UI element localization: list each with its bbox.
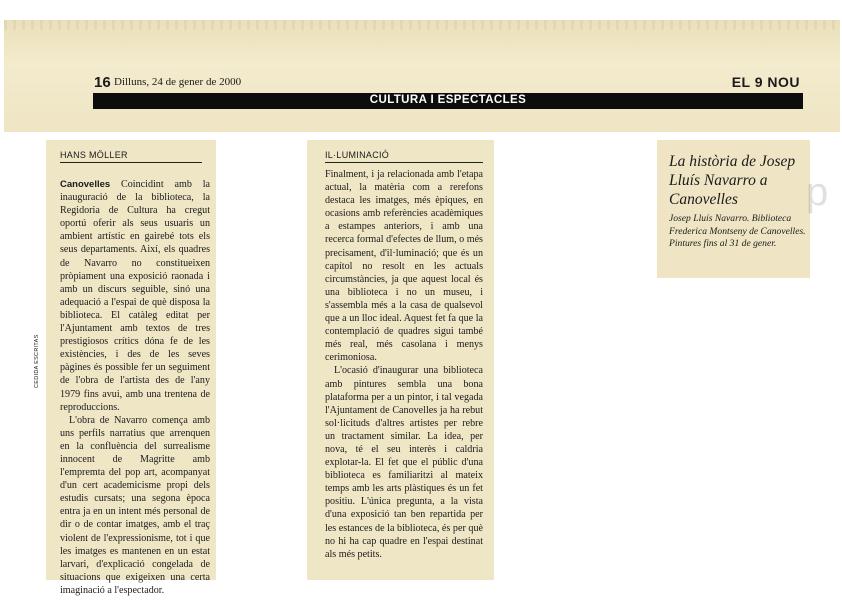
article-column-middle	[307, 140, 494, 580]
photo-credit: CEDIDA ESCRITAS	[34, 334, 40, 388]
info-box-details: Josep Lluís Navarro. Biblioteca Frederica Montseny de Canovelles. Pintures fins al 31 de gener.	[669, 213, 806, 249]
paragraph: L'obra de Navarro comença amb uns perfils narratius que arrenquen en la confluència del surrealisme innocent de Magritte amb l'empremta del pop art, acompanyat d'un cert academicisme propi dels estudis cursats; una segona època entra ja en un intent més personal de dir o de contar imatges, amb el traç violent de l'expressionisme, tot i que les imatges es mantenen en un estat larvari, d'explicació congelada de situacions que exigeixen una certa imaginació a l'espectador.	[60, 414, 210, 596]
paragraph	[60, 178, 210, 414]
newspaper-name: EL 9 NOU	[731, 74, 800, 90]
dateline: Canovelles	[60, 179, 111, 190]
info-box	[657, 140, 810, 278]
paragraph: L'ocasió d'inaugurar una biblioteca amb pintures sembla una bona plataforma per a un pintor, i tal vegada l'Ajuntament de Canovelles ja ha rebut sol·licituds d'altres artistes per rebre un tractament similar. La idea, per nova, té el seu interès i caldria explotar-la. El fet que el públic d'una biblioteca es familiaritzi al mateix temps amb les arts plàstiques és un fet positiu. L'única pregunta, a la vista d'una exposició tan ben repartida per les estances de la biblioteca, és per què no hi ha cap quadre en l'espai destinat als més petits.	[325, 365, 483, 560]
paragraph: Finalment, i ja relacionada amb l'etapa actual, la matèria com a rerefons destaca les imatges, més èpiques, en ocasions amb referències acadèmiques a estampes anteriors, i amb una recerca formal d'efectes de llum, o més precisament, d'il·luminació; que és un capítol no resolt en les actuals circumstàncies, ja que aquest local és una biblioteca i no un museu, i s'assembla més a la casa de qualsevol que a un lloc ideal. Aquest fet fa que la contemplació de quadres sigui també més real, més casolana i menys cerimoniosa.	[325, 169, 483, 364]
byline: HANS MÖLLER	[60, 150, 128, 160]
subhead-rule	[325, 162, 483, 163]
section-label: CULTURA I ESPECTACLES	[369, 94, 527, 106]
column-middle-text	[325, 168, 483, 561]
page-number: 16	[94, 74, 111, 91]
article-column-left	[46, 140, 216, 596]
byline-rule	[60, 162, 202, 163]
info-box-title: La història de Josep Lluís Navarro a Canovelles	[669, 153, 796, 208]
subhead: IL·LUMINACIÓ	[325, 150, 390, 160]
bleed-through-artifact: p	[806, 170, 829, 214]
issue-date: Dilluns, 24 de gener de 2000	[114, 76, 242, 88]
column-left-text	[60, 178, 210, 597]
paragraph-text: Coincidint amb la inauguració de la biblioteca, la Regidoria de Cultura ha cregut oportú oferir als seus usuaris un ambient artístic en gairebé tots els seus departaments. Així, els quadres de Navarro no constitueixen pròpiament una exposició raonada i amb un discurs seguible, sinó una adequació a l'espai de què disposa la biblioteca. El catàleg editat per l'Ajuntament amb textos de tres prestigiosos crítics dóna fe de les existències, i des de les seves pàgines és possible fer un seguiment de l'obra de l'artista des de l'any 1979 fins avui, amb una trentena de reproduccions.	[60, 179, 211, 413]
header-clipping	[4, 20, 840, 132]
section-bar	[93, 93, 803, 109]
